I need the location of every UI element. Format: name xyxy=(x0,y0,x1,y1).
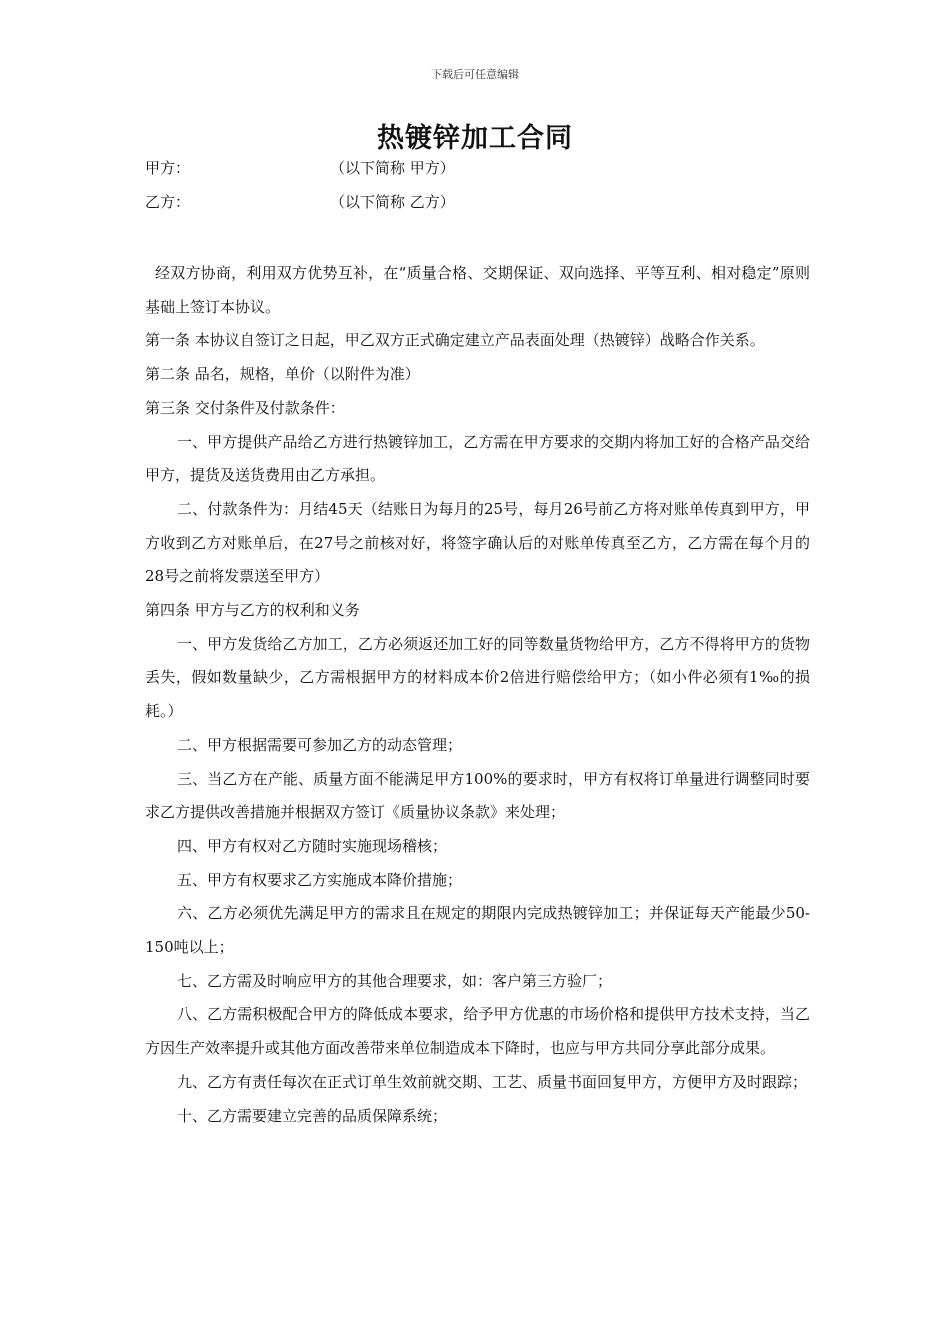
party-b-line xyxy=(145,191,455,212)
article-3-heading: 第三条 交付条件及付款条件： xyxy=(145,398,345,417)
article-4-clause-1: 一、甲方发货给乙方加工，乙方必须返还加工好的同等数量货物给甲方，乙方不得将甲方的货物丢失，假如数量缺少，乙方需根据甲方的材料成本价2倍进行赔偿给甲方；（如小件必须有1‰的损耗。） xyxy=(145,634,810,721)
article-4-clause-4: 四、甲方有权对乙方随时实施现场稽核； xyxy=(177,836,448,855)
article-4-clause-9: 九、乙方有责任每次在正式订单生效前就交期、工艺、质量书面回复甲方，方便甲方及时跟踪； xyxy=(177,1072,808,1091)
party-b-alias: （以下简称 乙方） xyxy=(330,193,455,211)
article-4-clause-3: 三、当乙方在产能、质量方面不能满足甲方100%的要求时，甲方有权将订单量进行调整同时要求乙方提供改善措施并根据双方签订《质量协议条款》来处理； xyxy=(145,769,810,822)
party-a-label: 甲方： xyxy=(145,159,191,177)
article-4-clause-10: 十、乙方需要建立完善的品质保障系统； xyxy=(177,1106,448,1125)
party-b-label: 乙方： xyxy=(145,193,191,211)
article-1: 第一条 本协议自签订之日起，甲乙双方正式确定建立产品表面处理（热镀锌）战略合作关系。 xyxy=(145,331,765,350)
article-3-clause-1: 一、甲方提供产品给乙方进行热镀锌加工，乙方需在甲方要求的交期内将加工好的合格产品交给甲方，提货及送货费用由乙方承担。 xyxy=(145,432,810,485)
article-4-clause-5: 五、甲方有权要求乙方实施成本降价措施； xyxy=(177,870,463,889)
download-note: 下载后可任意编辑 xyxy=(431,68,519,81)
article-4-clause-6: 六、乙方必须优先满足甲方的需求且在规定的期限内完成热镀锌加工；并保证每天产能最少50-150吨以上； xyxy=(145,904,810,957)
article-4-heading: 第四条 甲方与乙方的权利和义务 xyxy=(145,601,360,620)
article-2: 第二条 品名，规格，单价（以附件为准） xyxy=(145,365,420,384)
article-4-clause-7: 七、乙方需及时响应甲方的其他合理要求，如：客户第三方验厂； xyxy=(177,971,613,990)
article-3-clause-2: 二、付款条件为：月结45天（结账日为每月的25号，每月26号前乙方将对账单传真到甲方，甲方收到乙方对账单后，在27号之前核对好，将签字确认后的对账单传真至乙方，乙方需在每个月的28号之前将发票送至甲方） xyxy=(145,499,810,586)
preamble-paragraph: 经双方协商，利用双方优势互补，在“质量合格、交期保证、双向选择、平等互利、相对稳定”原则基础上签订本协议。 xyxy=(145,264,810,316)
contract-title: 热镀锌加工合同 xyxy=(377,123,573,154)
article-4-clause-2: 二、甲方根据需要可参加乙方的动态管理； xyxy=(177,735,463,754)
party-a-alias: （以下简称 甲方） xyxy=(330,159,455,177)
contract-body xyxy=(145,257,810,1133)
article-4-clause-8: 八、乙方需积极配合甲方的降低成本要求，给予甲方优惠的市场价格和提供甲方技术支持，当乙方因生产效率提升或其他方面改善带来单位制造成本下降时，也应与甲方共同分享此部分成果。 xyxy=(145,1005,810,1058)
party-a-line xyxy=(145,157,455,178)
